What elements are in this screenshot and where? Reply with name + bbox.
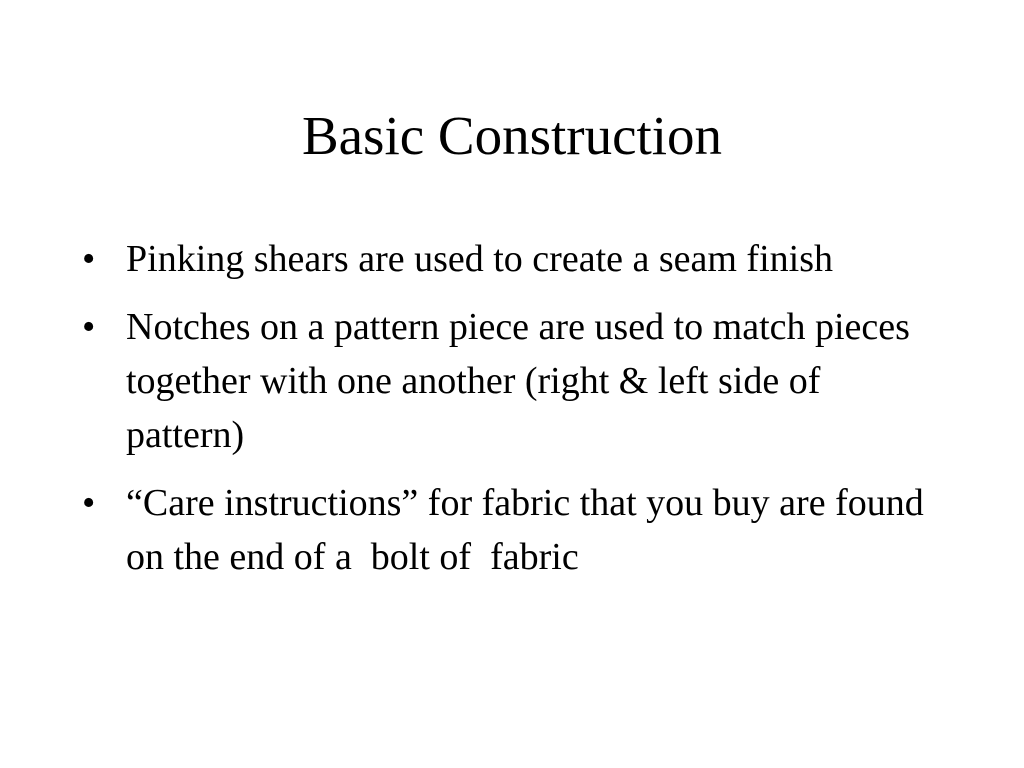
bullet-item <box>82 300 942 462</box>
bullet-icon: • <box>82 306 96 348</box>
bullet-list <box>82 232 942 598</box>
slide-title: Basic Construction <box>301 105 723 166</box>
bullet-item <box>82 232 942 286</box>
bullet-text: Pinking shears are used to create a seam finish <box>126 238 833 280</box>
bullet-icon: • <box>82 238 96 280</box>
bullet-item <box>82 476 942 584</box>
bullet-text: Notches on a pattern piece are used to match pieces together with one another (right & left side of pattern) <box>126 306 920 456</box>
bullet-text: “Care instructions” for fabric that you buy are found on the end of a bolt of fabric <box>126 482 934 578</box>
bullet-icon: • <box>82 482 96 524</box>
